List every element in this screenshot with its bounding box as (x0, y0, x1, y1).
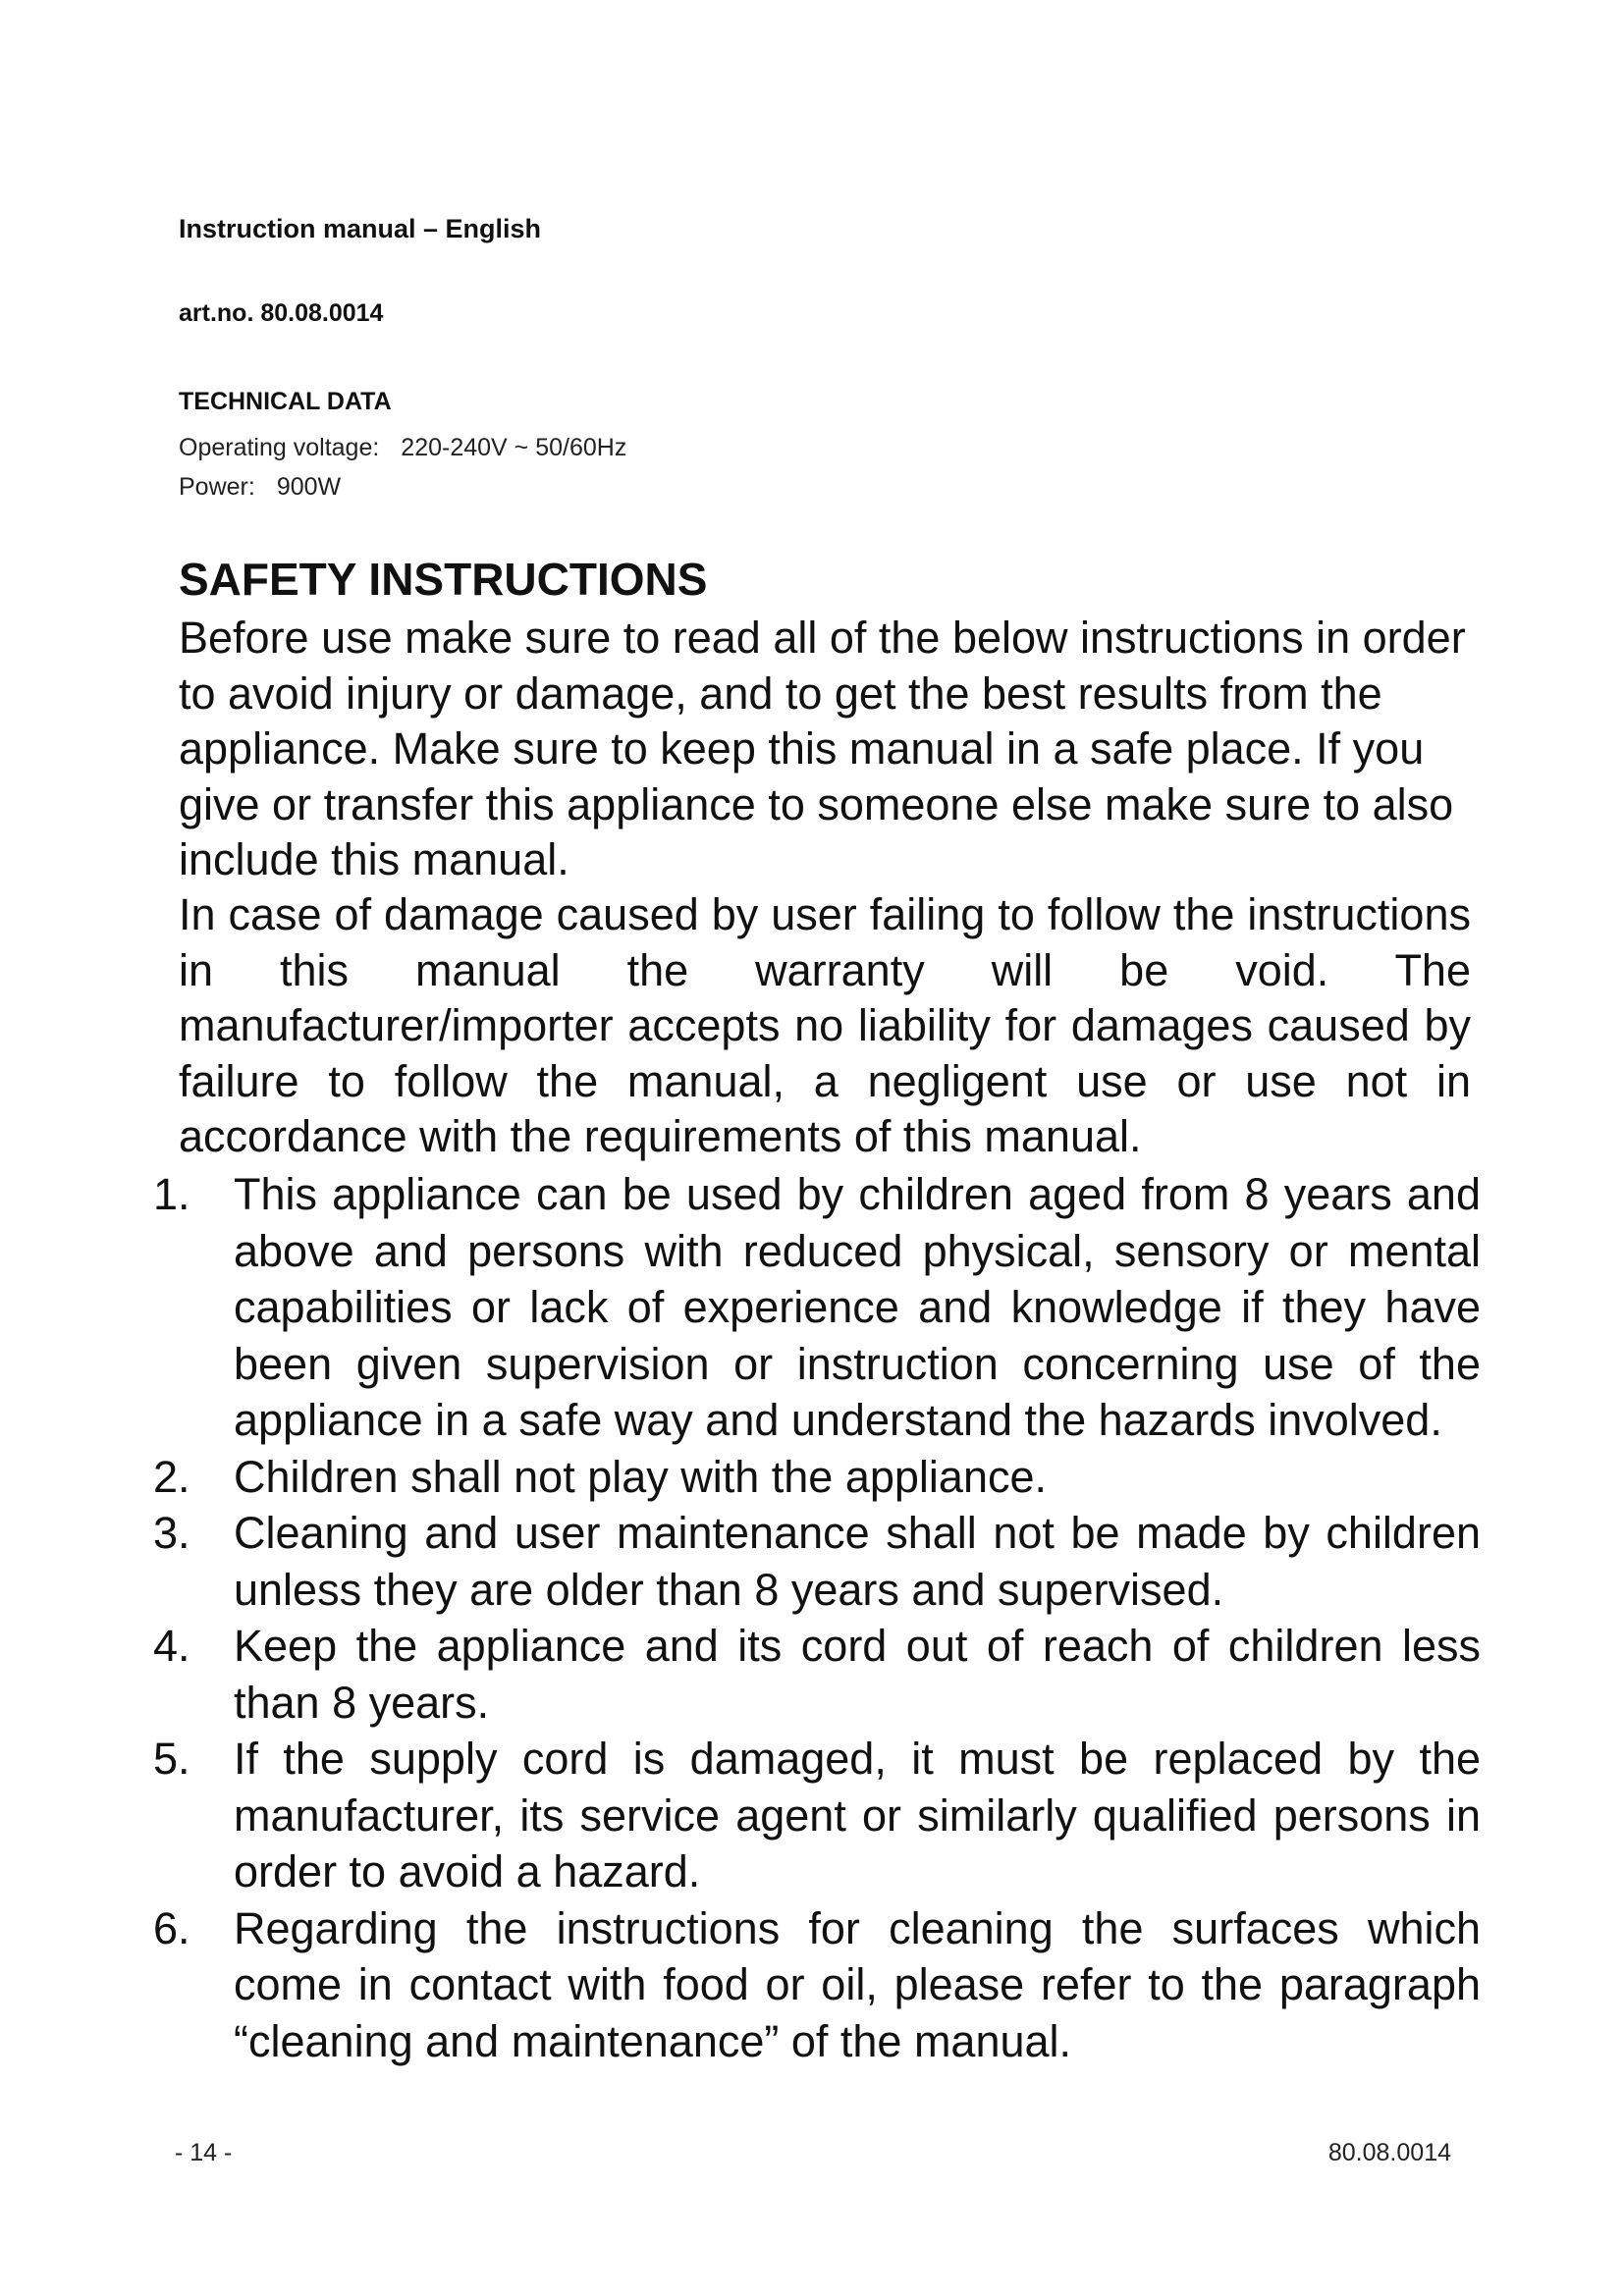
page-number: - 14 - (175, 2139, 233, 2166)
list-text: Children shall not play with the appliance. (234, 1451, 1047, 1502)
list-number: 4. (153, 1621, 190, 1671)
list-text: This appliance can be used by children aged from 8 years and above and persons with reduced physical, sensory or mental capabilities or lack of experience and knowledge if they have been given supervision or instruction concerning use of the appliance in a safe way and understand the hazards involved. (234, 1169, 1481, 1445)
list-item (153, 1449, 1481, 1506)
list-number: 1. (153, 1169, 190, 1219)
list-item (153, 1166, 1481, 1449)
list-number: 3. (153, 1508, 190, 1558)
spec-row-power (179, 475, 341, 500)
list-item (153, 1731, 1481, 1900)
safety-list (153, 1166, 1481, 2069)
list-item (153, 1900, 1481, 2070)
list-text: Keep the appliance and its cord out of reach of children less than 8 years. (234, 1621, 1481, 1728)
spec-value: 900W (276, 473, 342, 501)
spec-value: 220-240V ~ 50/60Hz (401, 434, 627, 461)
list-number: 5. (153, 1734, 190, 1784)
list-text: Regarding the instructions for cleaning the surfaces which come in contact with food or oil, please refer to the paragraph “cleaning and maintenance” of the manual. (234, 1902, 1481, 2066)
list-item (153, 1505, 1481, 1618)
footer-article-code: 80.08.0014 (1327, 2139, 1451, 2166)
intro-paragraph: Before use make sure to read all of the below instructions in order to avoid injury or damage, and to get the best results from the appliance. Make sure to keep this manual in a safe place. If you give or transfer this appliance to someone else make sure to also include this manual. (179, 613, 1466, 884)
safety-heading: SAFETY INSTRUCTIONS (179, 554, 708, 605)
list-number: 6. (153, 1902, 190, 1953)
spec-row-voltage (179, 436, 626, 460)
warranty-paragraph: In case of damage caused by user failing to follow the instructions in this manual the warranty will be void. The manufacturer/importer accepts no liability for damages caused by failure to follow the manual, a negligent use or use not in accordance with the requirements of this manual. (179, 889, 1471, 1161)
list-item (153, 1618, 1481, 1731)
technical-data-heading: TECHNICAL DATA (179, 388, 392, 415)
list-text: Cleaning and user maintenance shall not be made by children unless they are older than 8 years and supervised. (234, 1508, 1481, 1615)
spec-label: Power: (179, 473, 255, 501)
article-number: art.no. 80.08.0014 (179, 299, 384, 327)
list-number: 2. (153, 1451, 190, 1502)
list-text: If the supply cord is damaged, it must be replaced by the manufacturer, its service agent or similarly qualified persons in order to avoid a hazard. (234, 1734, 1481, 1896)
manual-title: Instruction manual – English (179, 214, 542, 243)
spec-label: Operating voltage: (179, 434, 380, 461)
